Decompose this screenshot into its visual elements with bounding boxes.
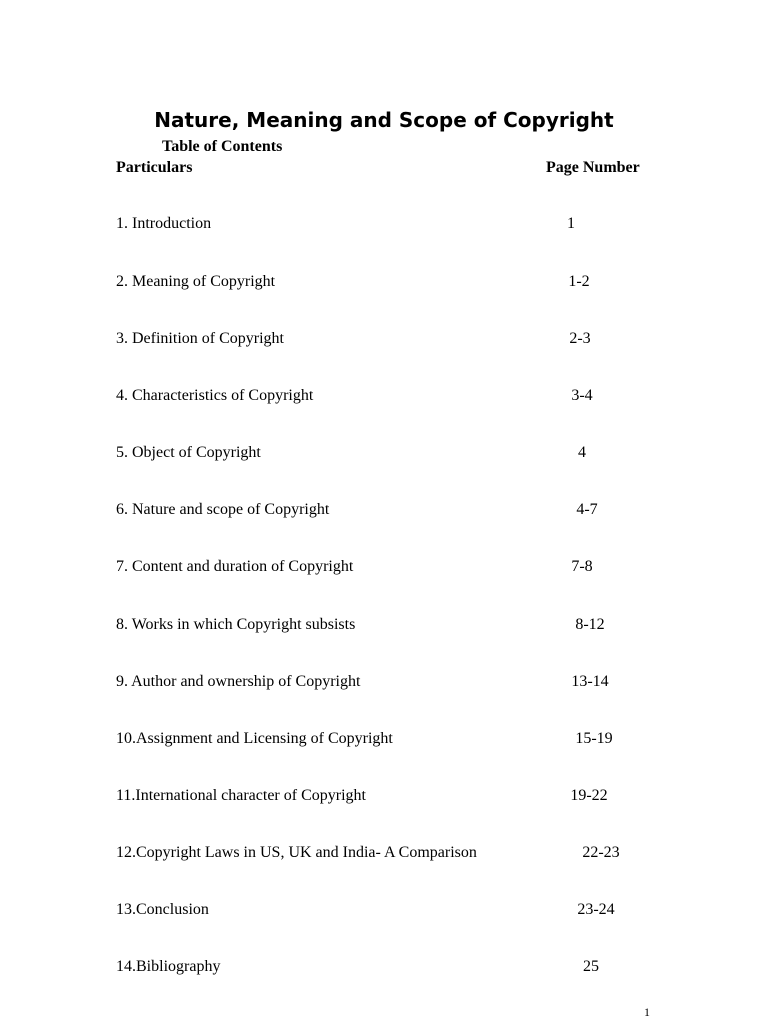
toc-entry-pages: 1 xyxy=(567,215,575,232)
toc-entry xyxy=(0,213,768,235)
toc-entry-pages: 22-23 xyxy=(582,844,620,861)
toc-entry-pages: 4-7 xyxy=(576,501,598,518)
toc-entry-pages: 19-22 xyxy=(570,787,608,804)
toc-entry-label: 3. Definition of Copyright xyxy=(116,330,284,347)
toc-entry-label: 14.Bibliography xyxy=(116,958,221,975)
toc-entry xyxy=(0,671,768,693)
toc-entry-pages: 1-2 xyxy=(568,273,590,290)
page-number: 1 xyxy=(644,1005,650,1019)
toc-entry-pages: 4 xyxy=(578,444,586,461)
toc-entry-pages: 2-3 xyxy=(569,330,591,347)
toc-entry-label: 12.Copyright Laws in US, UK and India- A Comparison xyxy=(116,844,477,861)
toc-entry xyxy=(0,271,768,293)
toc-entry-label: 8. Works in which Copyright subsists xyxy=(116,616,356,633)
toc-entry-pages: 13-14 xyxy=(571,673,609,690)
toc-entry xyxy=(0,956,768,978)
toc-entry xyxy=(0,899,768,921)
toc-entry xyxy=(0,442,768,464)
toc-entry-pages: 3-4 xyxy=(571,387,593,404)
toc-entry-pages: 23-24 xyxy=(577,901,615,918)
toc-entry xyxy=(0,556,768,578)
toc-entry xyxy=(0,728,768,750)
toc-entry xyxy=(0,385,768,407)
toc-entry-label: 5. Object of Copyright xyxy=(116,444,261,461)
toc-entry-label: 13.Conclusion xyxy=(116,901,209,918)
document-title: Nature, Meaning and Scope of Copyright xyxy=(154,108,614,132)
toc-entry-label: 10.Assignment and Licensing of Copyright xyxy=(116,730,393,747)
column-header-page-number: Page Number xyxy=(546,159,640,176)
toc-entry xyxy=(0,842,768,864)
toc-heading: Table of Contents xyxy=(162,138,283,155)
toc-entry xyxy=(0,614,768,636)
column-header-particulars: Particulars xyxy=(116,159,193,176)
toc-entry-label: 4. Characteristics of Copyright xyxy=(116,387,314,404)
toc-entry-label: 9. Author and ownership of Copyright xyxy=(116,673,361,690)
toc-entry-pages: 8-12 xyxy=(575,616,605,633)
toc-entry-pages: 15-19 xyxy=(575,730,613,747)
toc-entry-label: 11.International character of Copyright xyxy=(116,787,366,804)
toc-entry-label: 7. Content and duration of Copyright xyxy=(116,558,354,575)
toc-entry-pages: 25 xyxy=(583,958,599,975)
toc-entry xyxy=(0,328,768,350)
toc-entry xyxy=(0,785,768,807)
toc-entry xyxy=(0,499,768,521)
toc-entry-label: 2. Meaning of Copyright xyxy=(116,273,276,290)
toc-entry-label: 6. Nature and scope of Copyright xyxy=(116,501,330,518)
toc-entry-pages: 7-8 xyxy=(571,558,593,575)
toc-entry-label: 1. Introduction xyxy=(116,215,212,232)
